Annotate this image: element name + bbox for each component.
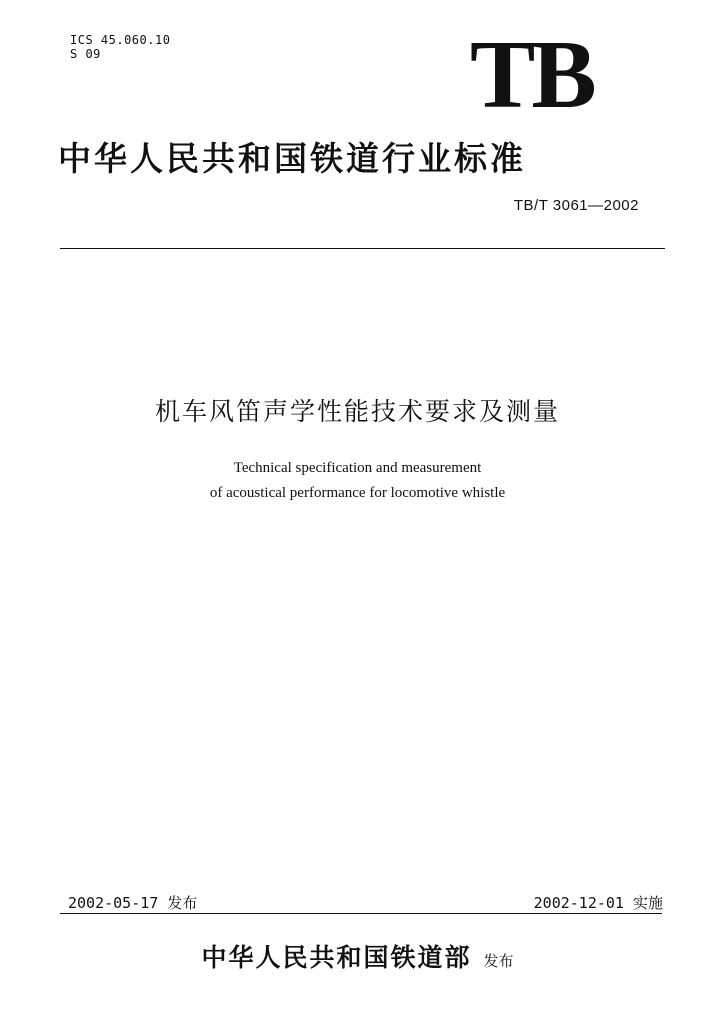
issue-date: 2002-05-17 发布 xyxy=(68,894,198,912)
footer-divider xyxy=(60,913,662,914)
classification-codes xyxy=(70,33,170,61)
document-title-cn: 机车风笛声学性能技术要求及测量 xyxy=(154,397,560,426)
title-en-line2: of acoustical performance for locomotive whistle xyxy=(209,485,506,501)
document-title-en xyxy=(0,456,715,506)
ics-code: ICS 45.060.10 xyxy=(70,33,171,47)
standard-title: 中华人民共和国铁道行业标准 xyxy=(58,139,526,178)
tb-logo: TB xyxy=(470,21,593,129)
header-divider xyxy=(60,248,665,249)
class-code: S 09 xyxy=(70,47,101,61)
title-en-line1: Technical specification and measurement xyxy=(233,460,482,476)
implement-date: 2002-12-01 实施 xyxy=(533,894,663,912)
issuer-action: 发布 xyxy=(483,952,514,970)
standard-number: TB/T 3061—2002 xyxy=(513,197,639,214)
issuer-block xyxy=(0,938,715,974)
issuer-name: 中华人民共和国铁道部 xyxy=(201,943,472,972)
